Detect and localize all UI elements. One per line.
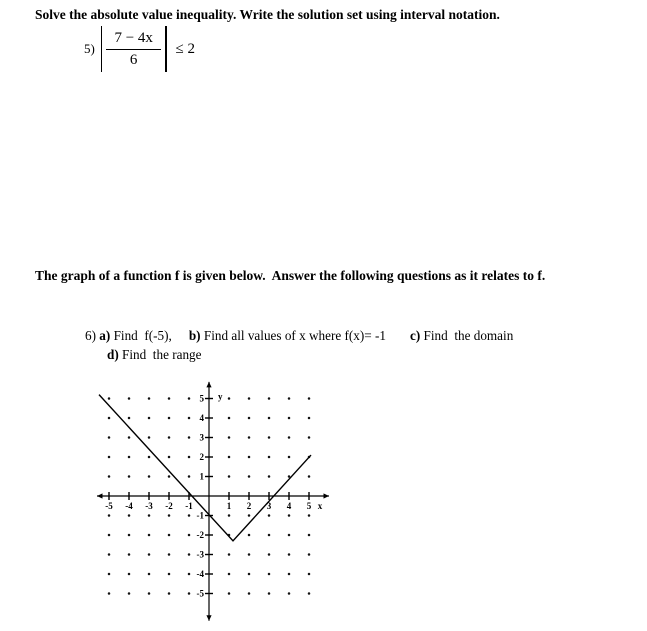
svg-text:1: 1 — [226, 501, 232, 511]
svg-text:1: 1 — [199, 471, 204, 482]
svg-text:-5: -5 — [196, 588, 204, 599]
svg-text:4: 4 — [199, 413, 204, 423]
problem-6 — [85, 326, 513, 364]
part-d-text: Find the range — [122, 347, 202, 362]
problem-6-line2 — [107, 345, 513, 364]
fraction-numerator: 7 − 4x — [106, 29, 160, 50]
fraction — [106, 29, 160, 70]
svg-text:3: 3 — [266, 501, 272, 511]
svg-text:-1: -1 — [196, 510, 204, 521]
svg-text:-3: -3 — [196, 549, 204, 560]
svg-text:-4: -4 — [125, 501, 133, 511]
problem-6-line1 — [85, 326, 513, 345]
part-d-label: d) — [107, 347, 119, 362]
svg-text:-2: -2 — [196, 530, 204, 540]
svg-text:5: 5 — [306, 501, 312, 511]
svg-text:-5: -5 — [105, 501, 113, 511]
svg-text:5: 5 — [199, 393, 204, 404]
function-graph — [88, 376, 340, 628]
inequality-relation: ≤ 2 — [175, 40, 195, 57]
part-c-text: Find the domain — [423, 328, 514, 343]
problem-5 — [84, 26, 195, 72]
part-b-label: b) — [188, 328, 201, 343]
svg-text:2: 2 — [199, 452, 204, 462]
svg-text:3: 3 — [199, 432, 204, 443]
part-b-text: Find all values of x where f(x)= -1 — [203, 328, 386, 343]
svg-text:-1: -1 — [185, 501, 193, 511]
part-a-label: a) — [99, 328, 111, 343]
svg-text:-3: -3 — [145, 501, 153, 511]
svg-text:-2: -2 — [165, 501, 173, 511]
function-graph-svg — [88, 376, 340, 628]
problem-6-number: 6) — [85, 328, 96, 343]
svg-text:4: 4 — [286, 501, 292, 511]
instruction-graph-question: The graph of a function f is given below. Answer the following questions as it relates to f. — [35, 268, 546, 283]
svg-text:x: x — [317, 501, 323, 511]
fraction-denominator: 6 — [129, 51, 138, 68]
part-a-text: Find f(-5), — [113, 328, 172, 343]
problem-5-number: 5) — [84, 41, 95, 56]
absolute-value-bar-left — [101, 26, 103, 72]
svg-text:2: 2 — [246, 501, 252, 511]
part-c-label: c) — [410, 328, 421, 343]
instruction-absolute-value: Solve the absolute value inequality. Write the solution set using interval notation. — [35, 7, 500, 22]
svg-text:y: y — [218, 391, 223, 402]
absolute-value-bar-right — [165, 26, 167, 72]
svg-text:-4: -4 — [196, 569, 204, 579]
